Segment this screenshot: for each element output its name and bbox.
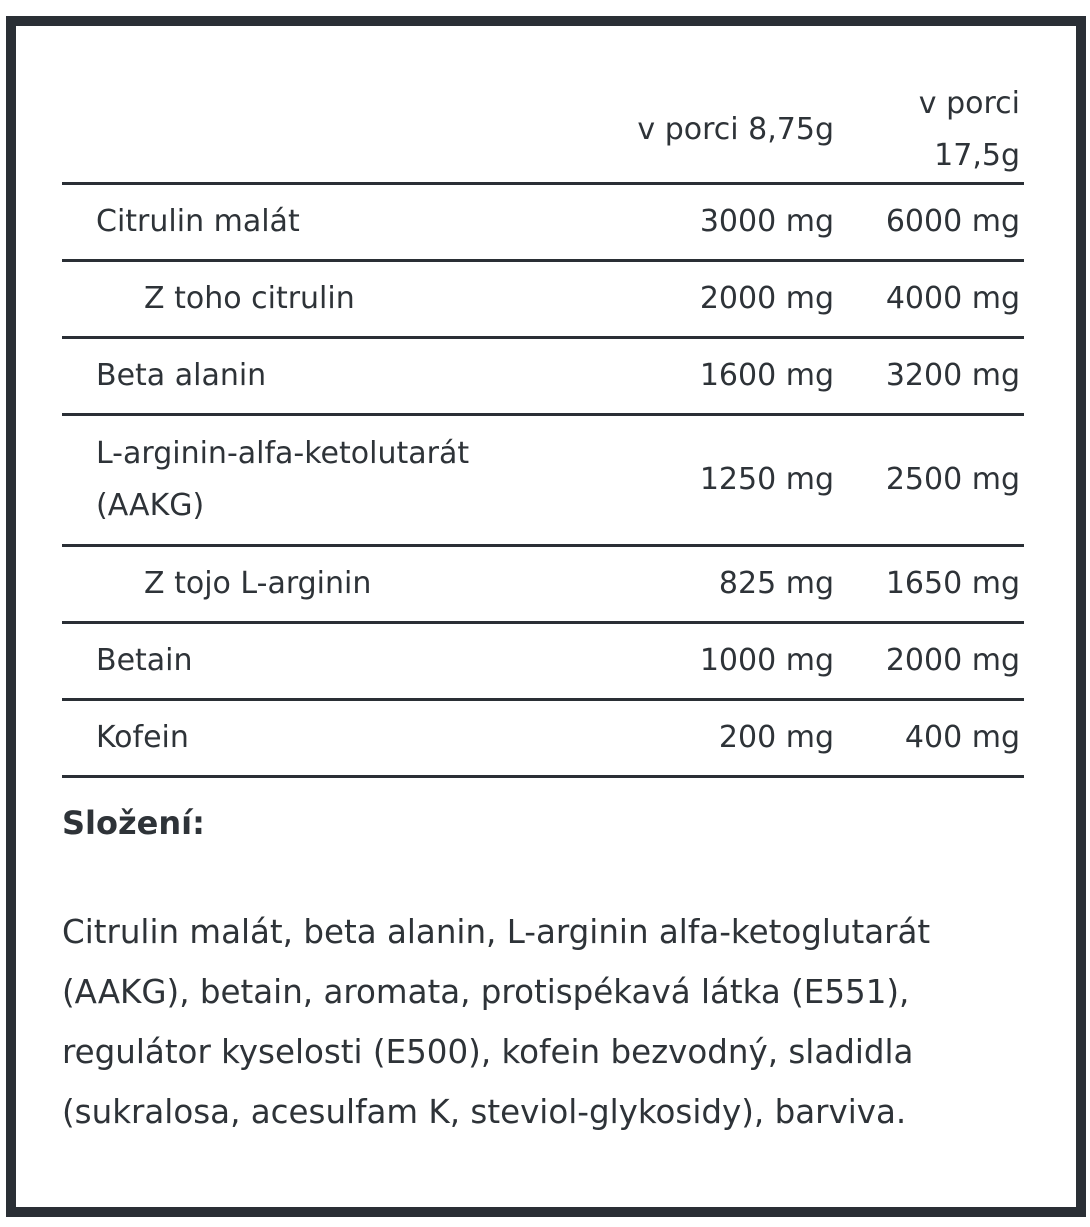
table-row: [62, 546, 1024, 623]
composition-heading: Složení:: [62, 804, 205, 842]
table-row: [62, 184, 1024, 261]
amount-serving-2: 400 mg: [838, 700, 1024, 777]
amount-serving-1: 825 mg: [584, 546, 838, 623]
amount-serving-1: 1250 mg: [584, 415, 838, 546]
header-name: [62, 78, 584, 184]
table-row: [62, 261, 1024, 338]
amount-serving-1: 200 mg: [584, 700, 838, 777]
ingredient-name: Z tojo L-arginin: [62, 546, 584, 623]
ingredient-name: Beta alanin: [62, 338, 584, 415]
table-header-row: [62, 78, 1024, 184]
ingredient-name: Kofein: [62, 700, 584, 777]
ingredient-name: Betain: [62, 623, 584, 700]
header-serving-2: v porci 17,5g: [838, 78, 1024, 184]
table-row: [62, 623, 1024, 700]
amount-serving-2: 6000 mg: [838, 184, 1024, 261]
table-row: [62, 415, 1024, 546]
amount-serving-2: 3200 mg: [838, 338, 1024, 415]
table-row: [62, 700, 1024, 777]
ingredient-name: Z toho citrulin: [62, 261, 584, 338]
amount-serving-2: 2000 mg: [838, 623, 1024, 700]
table-row: [62, 338, 1024, 415]
composition-text: Citrulin malát, beta alanin, L-arginin alfa-ketoglutarát (AAKG), betain, aromata, protispékavá látka (E551), regulátor kyselosti (E500), kofein bezvodný, sladidla (sukralosa, acesulfam K, steviol-glykosidy), barviva.: [62, 913, 931, 1131]
amount-serving-1: 3000 mg: [584, 184, 838, 261]
ingredient-name: L-arginin-alfa-ketolutarát (AAKG): [62, 415, 584, 546]
amount-serving-1: 1600 mg: [584, 338, 838, 415]
amount-serving-1: 1000 mg: [584, 623, 838, 700]
nutrition-table: [62, 78, 1024, 778]
amount-serving-1: 2000 mg: [584, 261, 838, 338]
ingredient-name: Citrulin malát: [62, 184, 584, 261]
header-serving-1: v porci 8,75g: [584, 78, 838, 184]
amount-serving-2: 4000 mg: [838, 261, 1024, 338]
content-frame: [6, 16, 1086, 1217]
amount-serving-2: 2500 mg: [838, 415, 1024, 546]
amount-serving-2: 1650 mg: [838, 546, 1024, 623]
